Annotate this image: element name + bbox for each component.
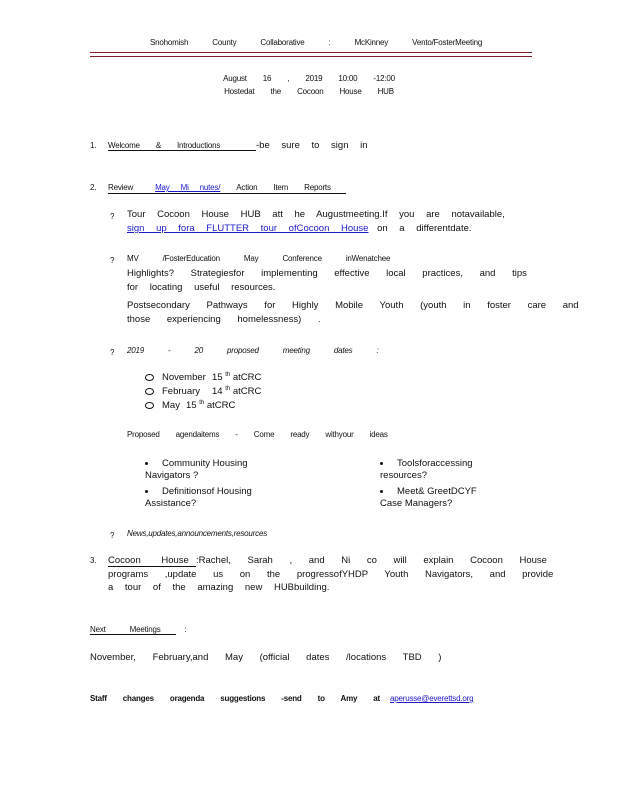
tour-line-2: [127, 223, 472, 234]
item-3-line-1: :Rachel, Sarah , and Ni co will explain Cocoon House: [196, 555, 547, 566]
next-meetings-text: November, February,and May (official dates /locations TBD ): [90, 652, 442, 663]
proposed-right-1: Toolsforaccessing resources?: [380, 458, 473, 481]
agenda-item-1-note: -be sure to sign in: [256, 140, 368, 151]
proposed-heading: Proposed agendaitems - Come ready withyour ideas: [127, 430, 388, 439]
agenda-item-2-title: [108, 183, 346, 194]
email-link[interactable]: aperusse@everettsd.org: [390, 694, 474, 703]
mv-heading: MV /FosterEducation May Conference inWenatchee: [127, 254, 391, 263]
tour-bullet: ?: [110, 212, 115, 221]
mv-bullet: ?: [110, 256, 115, 265]
proposed-left-2: Definitionsof Housing Assistance?: [145, 486, 252, 509]
date-item: February 14 $^{th}$ atCRC: [145, 386, 261, 397]
header-rule: [90, 52, 532, 57]
footer-line: [90, 694, 508, 703]
action-item-reports: Action Item Reports: [236, 183, 331, 192]
meeting-date: August 16 , 2019 10:00 -12:00: [223, 74, 395, 83]
meeting-host: Hostedat the Cocoon House HUB: [224, 87, 394, 96]
agenda-item-1-number: 1.: [90, 141, 97, 150]
date-item: May 15 $^{th}$ atCRC: [145, 400, 235, 411]
mv-line-3: Postsecondary Pathways for Highly Mobile Youth (youth in foster care and: [127, 300, 579, 311]
footer-text: Staff changes oragenda suggestions -send to Amy at: [90, 694, 380, 703]
circle-bullet-icon: [145, 402, 154, 409]
item-3-line-3: a tour of the amazing new HUBbuilding.: [108, 582, 330, 593]
review-label: Review: [108, 183, 134, 192]
date-item: November 15 $^{th}$ atCRC: [145, 372, 261, 383]
dates-bullet: ?: [110, 348, 115, 357]
mv-line-2: for locating useful resources.: [127, 282, 276, 293]
circle-bullet-icon: [145, 374, 154, 381]
agenda-item-2-number: 2.: [90, 183, 97, 192]
item-3-line-2: programs ,update us on the progressofYHDP Youth Navigators, and provide: [108, 569, 554, 580]
tour-text-b: on a differentdate.: [377, 223, 472, 234]
proposed-left-1: Community Housing Navigators ?: [145, 458, 248, 481]
flutter-tour-link[interactable]: sign up fora FLUTTER tour ofCocoon House: [127, 223, 369, 234]
agenda-item-3-number: 3.: [90, 556, 97, 565]
may-minutes-link[interactable]: May Mi nutes/: [155, 183, 221, 192]
header-title: Snohomish County Collaborative : McKinney Vento/FosterMeeting: [150, 38, 483, 47]
next-meetings-heading: Next Meetings :: [90, 625, 187, 634]
news-text: News,updates,announcements,resources: [127, 529, 267, 538]
mv-line-1: Highlights? Strategiesfor implementing effective local practices, and tips: [127, 268, 527, 279]
dates-heading: 2019 - 20 proposed meeting dates :: [127, 346, 379, 355]
bullet-icon: [380, 462, 383, 465]
circle-bullet-icon: [145, 388, 154, 395]
bullet-icon: [145, 490, 148, 493]
news-bullet: ?: [110, 531, 115, 540]
mv-line-4: those experiencing homelessness) .: [127, 314, 321, 325]
tour-text: Tour Cocoon House HUB att he Augustmeeting.If you are notavailable,: [127, 209, 505, 220]
bullet-icon: [380, 490, 383, 493]
agenda-item-3-title: Cocoon House: [108, 555, 196, 567]
proposed-right-2: Meet& GreetDCYF Case Managers?: [380, 486, 477, 509]
bullet-icon: [145, 462, 148, 465]
agenda-item-1-title: Welcome & Introductions: [108, 141, 256, 151]
